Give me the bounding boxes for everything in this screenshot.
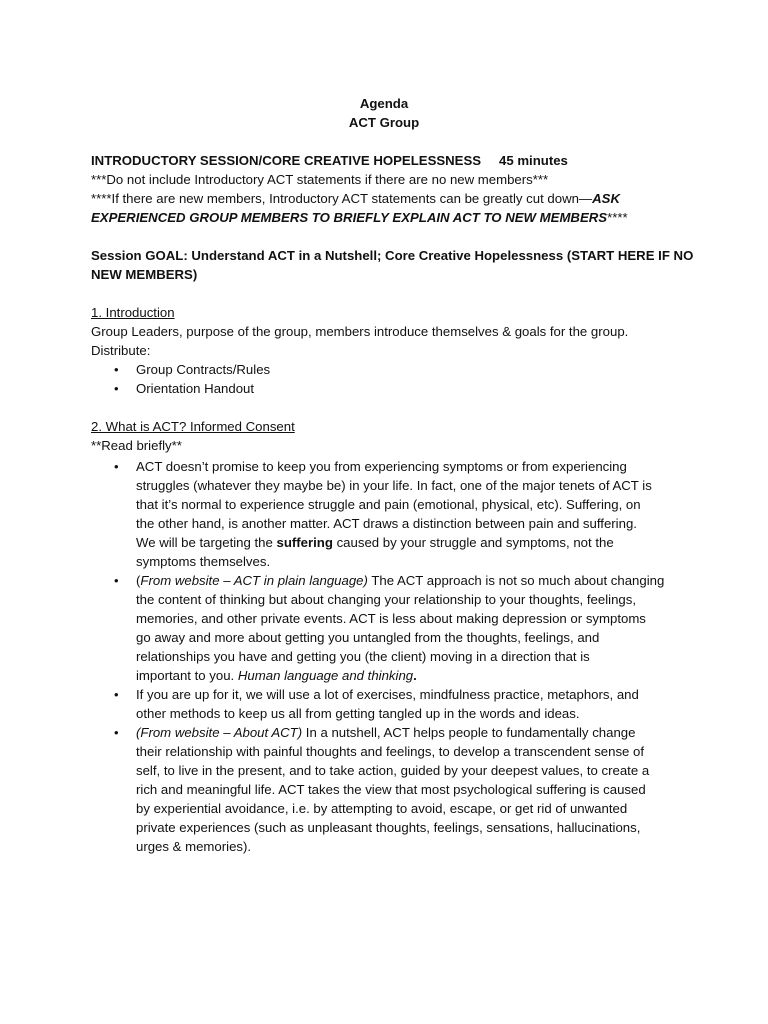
session-goal: Session GOAL: Understand ACT in a Nutshell; Core Creative Hopelessness (START HERE IF NO xyxy=(91,248,694,263)
bullet-icon: • xyxy=(114,381,119,396)
bullet-icon: • xyxy=(114,573,119,588)
read-briefly-note: **Read briefly** xyxy=(91,438,182,453)
paragraph: Group Leaders, purpose of the group, members introduce themselves & goals for the group. xyxy=(91,324,629,339)
list-item: Orientation Handout xyxy=(136,381,255,396)
bullet-icon: • xyxy=(114,725,119,740)
list-item-line: If you are up for it, we will use a lot of exercises, mindfulness practice, metaphors, and xyxy=(136,687,639,702)
list-item-line: We will be targeting the suffering caused by your struggle and symptoms, not the xyxy=(136,535,614,550)
bullet-icon: • xyxy=(114,459,119,474)
list-item-line: important to you. Human language and thinking. xyxy=(136,668,417,683)
list-item-line: relationships you have and getting you (the client) moving in a direction that is xyxy=(136,649,590,664)
list-item-line: go away and more about getting you untangled from the thoughts, feelings, and xyxy=(136,630,600,645)
list-item-line: rich and meaningful life. ACT takes the view that most psychological suffering is caused xyxy=(136,782,646,797)
note-new-members-cont: EXPERIENCED GROUP MEMBERS TO BRIEFLY EXPLAIN ACT TO NEW MEMBERS**** xyxy=(91,210,628,225)
list-item-line: other methods to keep us all from getting tangled up in the words and ideas. xyxy=(136,706,580,721)
session-title: INTRODUCTORY SESSION/CORE CREATIVE HOPELESSNESS xyxy=(91,153,482,168)
list-item-line: struggles (whatever they maybe be) in your life. In fact, one of the major tenets of ACT is xyxy=(136,478,652,493)
document-subtitle: ACT Group xyxy=(348,115,420,130)
note-no-new-members: ***Do not include Introductory ACT statements if there are no new members*** xyxy=(91,172,549,187)
paragraph: Distribute: xyxy=(91,343,151,358)
bullet-icon: • xyxy=(114,687,119,702)
list-item: Group Contracts/Rules xyxy=(136,362,271,377)
note-new-members: ****If there are new members, Introductory ACT statements can be greatly cut down—ASK xyxy=(91,191,620,206)
bullet-icon: • xyxy=(114,362,119,377)
list-item-line: the other hand, is another matter. ACT draws a distinction between pain and suffering. xyxy=(136,516,637,531)
list-item-line: self, to live in the present, and to take action, guided by your deepest values, to create a xyxy=(136,763,650,778)
list-item-line: their relationship with painful thoughts and feelings, to develop a transcendent sense of xyxy=(136,744,645,759)
list-item-line: symptoms themselves. xyxy=(136,554,271,569)
list-item-line: private experiences (such as unpleasant thoughts, feelings, sensations, hallucinations, xyxy=(136,820,641,835)
list-item-line: that it’s normal to experience struggle and pain (emotional, physical, etc). Suffering, on xyxy=(136,497,641,512)
session-goal-cont: NEW MEMBERS) xyxy=(91,267,198,282)
list-item-line: memories, and other private events. ACT is less about making depression or symptoms xyxy=(136,611,646,626)
document-title: Agenda xyxy=(359,96,409,111)
list-item-line: (From website – About ACT) In a nutshell, ACT helps people to fundamentally change xyxy=(136,725,636,740)
list-item-line: urges & memories). xyxy=(136,839,252,854)
list-item-line: ACT doesn’t promise to keep you from experiencing symptoms or from experiencing xyxy=(136,459,627,474)
session-duration: 45 minutes xyxy=(499,153,568,168)
list-item-line: the content of thinking but about changing your relationship to your thoughts, feelings, xyxy=(136,592,636,607)
section-heading-what-is-act: 2. What is ACT? Informed Consent xyxy=(91,419,295,434)
list-item-line: by experiential avoidance, i.e. by attempting to avoid, escape, or get rid of unwanted xyxy=(136,801,628,816)
section-heading-introduction: 1. Introduction xyxy=(91,305,175,320)
list-item-line: (From website – ACT in plain language) The ACT approach is not so much about changing xyxy=(136,573,665,588)
